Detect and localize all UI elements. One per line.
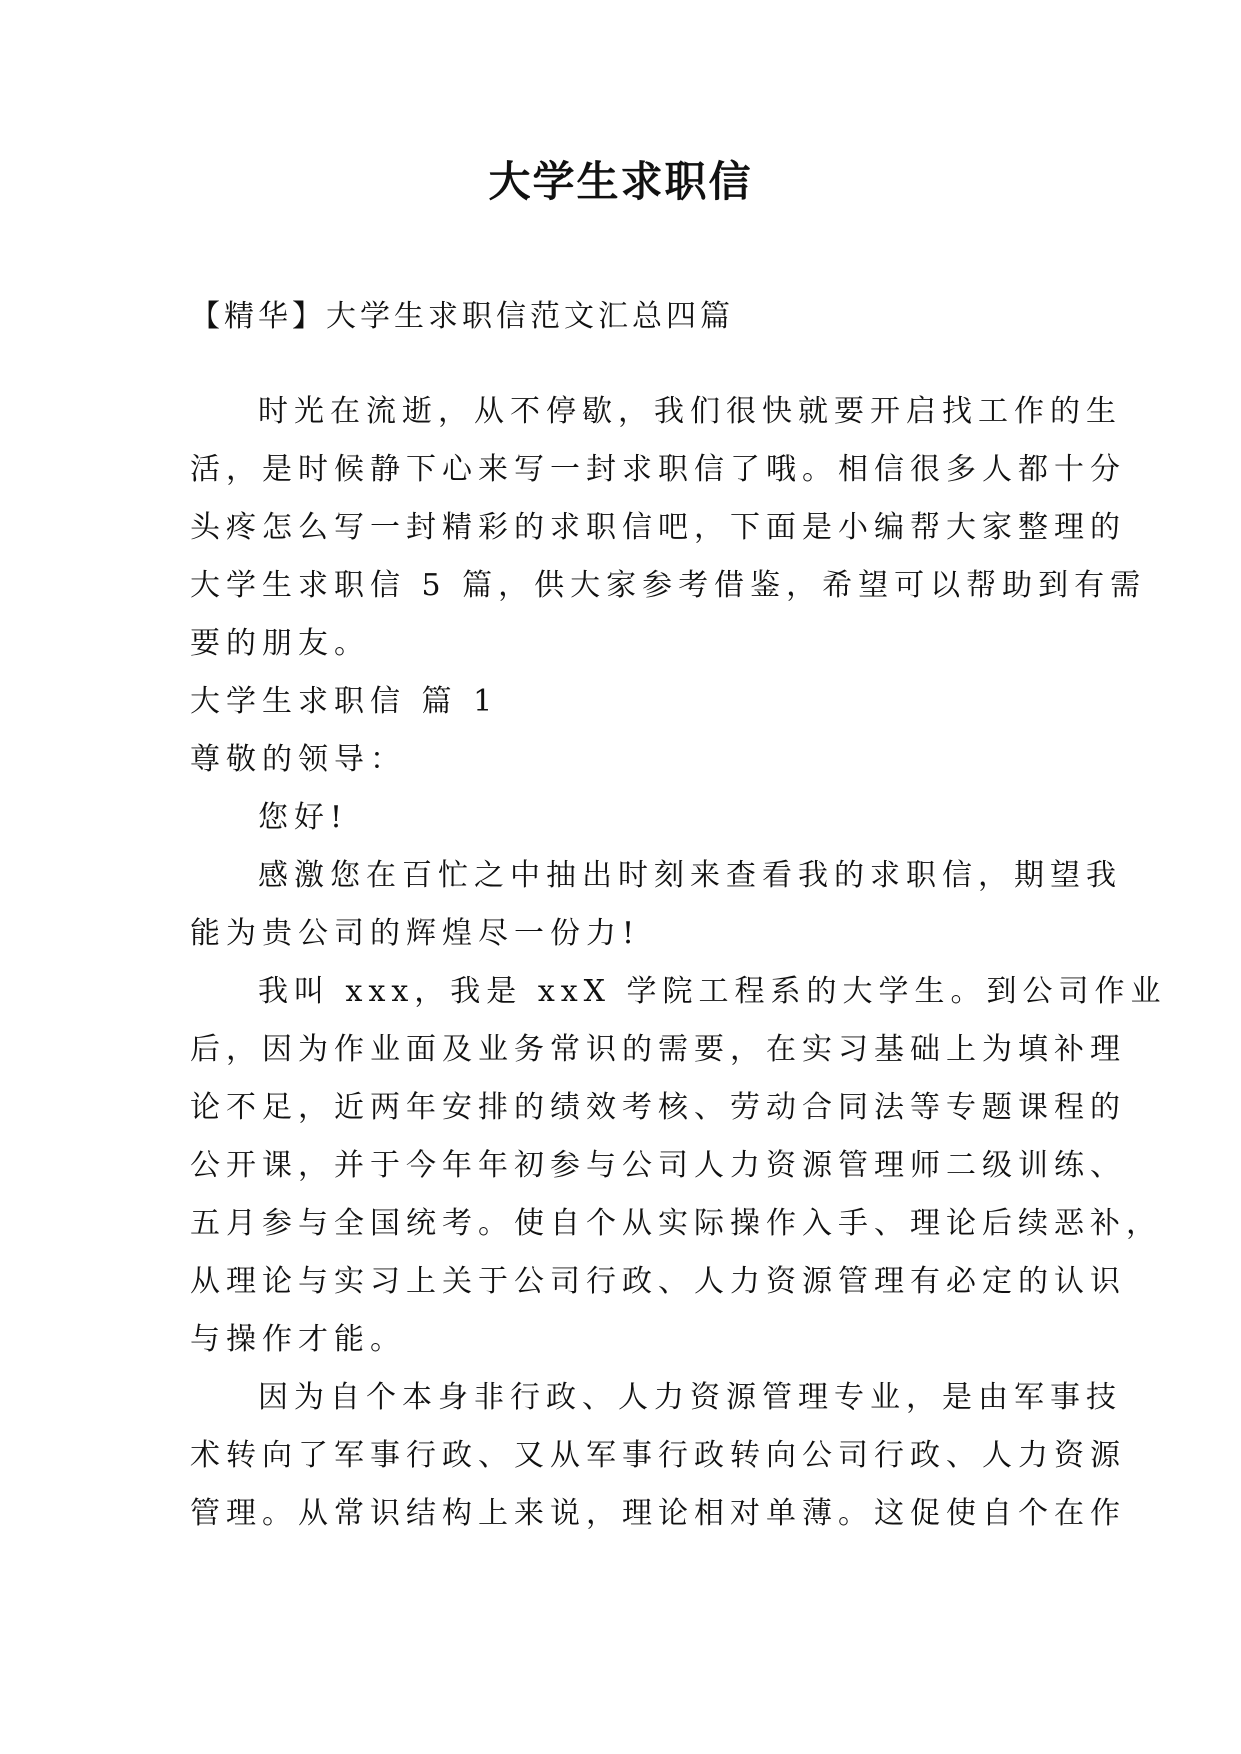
section-heading: 大学生求职信 篇 1 <box>190 684 499 719</box>
document-subtitle: 【精华】大学生求职信范文汇总四篇 <box>190 299 734 334</box>
paragraph-line: 五月参与全国统考。使自个从实际操作入手、理论后续恶补， <box>190 1206 1162 1241</box>
paragraph-line: 公开课，并于今年年初参与公司人力资源管理师二级训练、 <box>190 1148 1126 1183</box>
document-title: 大学生求职信 <box>488 157 753 206</box>
paragraph-line: 论不足，近两年安排的绩效考核、劳动合同法等专题课程的 <box>190 1090 1126 1125</box>
paragraph-line: 与操作才能。 <box>190 1322 406 1357</box>
salutation: 尊敬的领导： <box>190 742 406 777</box>
paragraph-line: 活，是时候静下心来写一封求职信了哦。相信很多人都十分 <box>190 452 1126 487</box>
paragraph-line: 因为自个本身非行政、人力资源管理专业，是由军事技 <box>258 1380 1122 1415</box>
paragraph-line: 时光在流逝，从不停歇，我们很快就要开启找工作的生 <box>258 394 1122 429</box>
greeting: 您好! <box>258 800 349 835</box>
paragraph-line: 头疼怎么写一封精彩的求职信吧，下面是小编帮大家整理的 <box>190 510 1126 545</box>
paragraph-line: 后，因为作业面及业务常识的需要，在实习基础上为填补理 <box>190 1032 1126 1067</box>
document-body <box>190 287 1167 1543</box>
paragraph-line: 术转向了军事行政、又从军事行政转向公司行政、人力资源 <box>190 1438 1126 1473</box>
paragraph-line: 要的朋友。 <box>190 626 370 661</box>
paragraph-line: 大学生求职信 5 篇，供大家参考借鉴，希望可以帮助到有需 <box>190 568 1147 603</box>
paragraph-line: 感激您在百忙之中抽出时刻来查看我的求职信，期望我 <box>258 858 1122 893</box>
paragraph-line: 从理论与实习上关于公司行政、人力资源管理有必定的认识 <box>190 1264 1126 1299</box>
paragraph-line: 管理。从常识结构上来说，理论相对单薄。这促使自个在作 <box>190 1496 1126 1531</box>
paragraph-line: 我叫 xxx，我是 xxX 学院工程系的大学生。到公司作业 <box>258 974 1167 1009</box>
paragraph-line: 能为贵公司的辉煌尽一份力! <box>190 916 641 951</box>
